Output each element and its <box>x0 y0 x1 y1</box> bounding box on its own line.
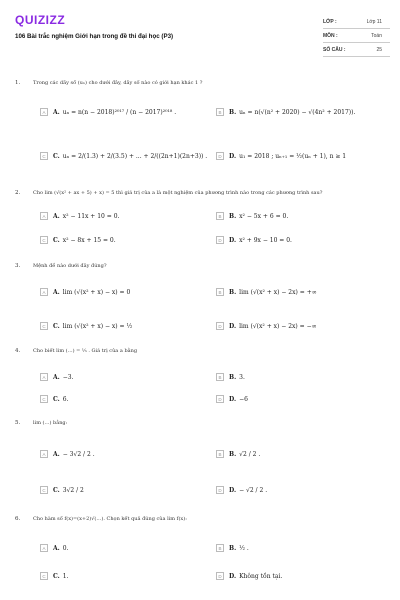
option-letter: C <box>40 572 48 580</box>
option-b[interactable] <box>216 373 245 381</box>
option-content: lim (√(x² + x) − x) = ½ <box>62 322 133 330</box>
option-c[interactable] <box>40 486 84 494</box>
question-number: 4. <box>15 348 21 354</box>
question-number: 6. <box>15 516 21 522</box>
option-letter: A <box>40 212 48 220</box>
meta-row-count <box>323 43 390 57</box>
option-label: B. <box>229 108 237 116</box>
option-content: − 3√2 / 2 . <box>62 450 95 458</box>
question-number: 3. <box>15 263 21 269</box>
option-label: D. <box>229 236 237 244</box>
option-text <box>229 237 292 244</box>
option-content: 3√2 / 2 <box>62 486 84 494</box>
option-label: B. <box>229 450 237 458</box>
option-label: C. <box>53 152 60 160</box>
option-content: uₙ = n(n − 2018)²⁰¹⁷ / (n − 2017)²⁰¹⁸ . <box>62 108 177 116</box>
option-label: A. <box>53 212 60 220</box>
meta-row-subject <box>323 29 390 43</box>
option-label: A. <box>53 450 60 458</box>
option-text <box>53 289 130 296</box>
option-text <box>53 323 132 330</box>
question-text: Cho lim (√(x² + ax + 5) + x) = 5 thì giá trị của a là một nghiệm của phương trình nào trong các phương trình sau? <box>33 190 323 196</box>
option-letter: C <box>40 395 48 403</box>
option-content: −6 <box>239 395 248 403</box>
option-label: C. <box>53 486 60 494</box>
option-content: lim (√(x² + x) − x) = 0 <box>62 288 131 296</box>
option-content: x² − 11x + 10 = 0. <box>62 212 120 220</box>
option-c[interactable] <box>40 395 69 403</box>
option-text <box>53 374 74 381</box>
option-content: x² − 5x + 6 = 0. <box>239 212 289 220</box>
option-text <box>53 396 69 403</box>
option-a[interactable] <box>40 212 119 220</box>
option-text <box>53 451 95 458</box>
option-content: Không tồn tại. <box>239 572 283 580</box>
option-b[interactable] <box>216 212 288 220</box>
option-letter: D <box>216 572 224 580</box>
option-text <box>229 109 355 116</box>
option-label: A. <box>53 544 60 552</box>
option-c[interactable] <box>40 236 116 244</box>
option-text <box>53 213 119 220</box>
option-text <box>229 487 267 494</box>
question-text: Trong các dãy số (uₙ) cho dưới đây, dãy số nào có giới hạn khác 1 ? <box>33 80 203 86</box>
logo: QUIZIZZ <box>15 13 66 27</box>
option-content: 3. <box>239 373 245 381</box>
option-a[interactable] <box>40 450 95 458</box>
option-label: D. <box>229 395 237 403</box>
option-d[interactable] <box>216 152 346 160</box>
option-a[interactable] <box>40 373 74 381</box>
option-d[interactable] <box>216 236 292 244</box>
option-b[interactable] <box>216 288 317 296</box>
option-content: 6. <box>62 395 69 403</box>
question-text: Mệnh đề nào dưới đây đúng? <box>33 263 107 269</box>
question-text: Cho biết lim (…) = ⅓ . Giá trị của a bằng <box>33 348 138 354</box>
option-content: ½ . <box>239 544 249 552</box>
option-b[interactable] <box>216 108 355 116</box>
option-content: lim (√(x² + x) − 2x) = +∞ <box>239 288 317 296</box>
option-d[interactable] <box>216 322 317 330</box>
option-content: − √2 / 2 . <box>239 486 268 494</box>
option-text <box>229 289 317 296</box>
option-letter: D <box>216 152 224 160</box>
option-label: C. <box>53 236 60 244</box>
option-text <box>229 396 248 403</box>
meta-value: 25 <box>376 46 382 53</box>
option-letter: B <box>216 212 224 220</box>
option-c[interactable] <box>40 322 132 330</box>
question-number: 2. <box>15 190 21 196</box>
option-letter: D <box>216 395 224 403</box>
option-text <box>53 545 68 552</box>
option-a[interactable] <box>40 108 176 116</box>
option-letter: C <box>40 152 48 160</box>
option-letter: C <box>40 236 48 244</box>
option-a[interactable] <box>40 544 68 552</box>
option-text <box>229 374 245 381</box>
option-b[interactable] <box>216 450 260 458</box>
option-text <box>229 153 346 160</box>
option-label: D. <box>229 152 237 160</box>
option-letter: B <box>216 373 224 381</box>
option-b[interactable] <box>216 544 249 552</box>
option-text <box>53 573 69 580</box>
option-content: x² + 9x − 10 = 0. <box>239 236 292 244</box>
meta-panel <box>323 15 390 57</box>
meta-value: Toán <box>371 32 382 39</box>
option-label: A. <box>53 288 60 296</box>
option-text <box>229 213 288 220</box>
option-text <box>229 545 249 552</box>
question-number: 5. <box>15 420 21 426</box>
meta-row-class <box>323 15 390 29</box>
option-letter: D <box>216 486 224 494</box>
option-letter: B <box>216 544 224 552</box>
option-label: D. <box>229 322 237 330</box>
option-content: −3. <box>62 373 74 381</box>
option-text <box>229 451 260 458</box>
option-label: B. <box>229 212 237 220</box>
option-content: uₙ = 2/(1.3) + 2/(3.5) + ... + 2/((2n+1)(2n+3)) . <box>62 152 208 160</box>
meta-key: SỐ CÂU : <box>323 46 346 53</box>
option-label: D. <box>229 572 237 580</box>
option-d[interactable] <box>216 572 282 580</box>
option-label: A. <box>53 373 60 381</box>
meta-key: LỚP : <box>323 18 337 25</box>
option-letter: A <box>40 108 48 116</box>
option-text <box>53 153 207 160</box>
option-letter: C <box>40 322 48 330</box>
option-letter: D <box>216 322 224 330</box>
option-c[interactable] <box>40 152 207 160</box>
option-content: 1. <box>62 572 69 580</box>
option-c[interactable] <box>40 572 69 580</box>
option-content: u₁ = 2018 ; uₙ₊₁ = ½(uₙ + 1), n ≥ 1 <box>239 152 347 160</box>
option-d[interactable] <box>216 395 248 403</box>
option-content: 0. <box>62 544 69 552</box>
option-label: B. <box>229 373 237 381</box>
question-text: Cho hàm số f(x)=(x+2)√(…). Chọn kết quả đúng của lim f(x): <box>33 516 187 522</box>
option-label: D. <box>229 486 237 494</box>
option-label: B. <box>229 544 237 552</box>
option-letter: B <box>216 288 224 296</box>
option-letter: D <box>216 236 224 244</box>
question-text: lim (…) bằng: <box>33 420 68 426</box>
option-text <box>229 573 282 580</box>
option-label: C. <box>53 395 60 403</box>
option-content: lim (√(x² + x) − 2x) = −∞ <box>239 322 317 330</box>
meta-value: Lớp 11 <box>366 18 382 25</box>
option-letter: A <box>40 288 48 296</box>
option-a[interactable] <box>40 288 130 296</box>
option-letter: A <box>40 373 48 381</box>
option-letter: C <box>40 486 48 494</box>
option-label: A. <box>53 108 60 116</box>
option-content: x² − 8x + 15 = 0. <box>62 236 116 244</box>
option-text <box>229 323 317 330</box>
document-title: 106 Bài trắc nghiệm Giới hạn trong đề thi đại học (P3) <box>15 33 174 40</box>
option-letter: A <box>40 544 48 552</box>
question-number: 1. <box>15 80 21 86</box>
option-label: C. <box>53 572 60 580</box>
option-content: √2 / 2 . <box>239 450 261 458</box>
option-text <box>53 237 116 244</box>
option-letter: B <box>216 450 224 458</box>
option-letter: B <box>216 108 224 116</box>
meta-key: MÔN : <box>323 32 338 39</box>
option-label: B. <box>229 288 237 296</box>
option-letter: A <box>40 450 48 458</box>
option-text <box>53 109 176 116</box>
option-label: C. <box>53 322 60 330</box>
option-text <box>53 487 84 494</box>
option-d[interactable] <box>216 486 267 494</box>
option-content: uₙ = n(√(n² + 2020) − √(4n² + 2017)). <box>239 108 356 116</box>
